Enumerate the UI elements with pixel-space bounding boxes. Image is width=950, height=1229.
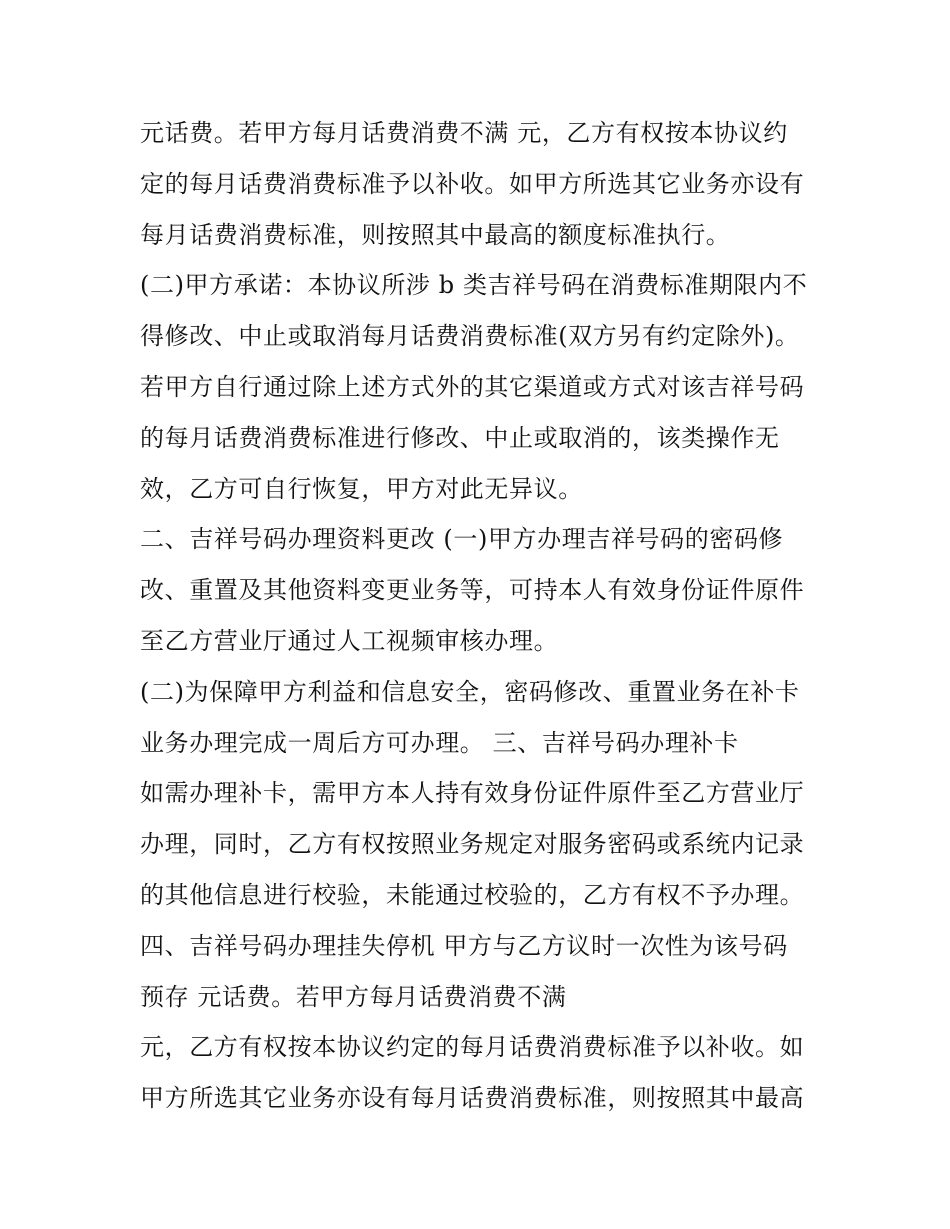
text-line: 元，乙方有权按本协议约定的每月话费消费标准予以补收。如 <box>140 1033 805 1062</box>
text-line: 至乙方营业厅通过人工视频审核办理。 <box>140 626 559 655</box>
text-line: 效，乙方可自行恢复，甲方对此无异议。 <box>140 474 583 503</box>
text-line: (二)为保障甲方利益和信息安全，密码修改、重置业务在补卡 <box>140 677 800 706</box>
text-line: 改、重置及其他资料变更业务等，可持本人有效身份证件原件 <box>140 576 805 605</box>
text-line: 每月话费消费标准，则按照其中最高的额度标准执行。 <box>140 220 731 249</box>
text-line: 如需办理补卡，需甲方本人持有效身份证件原件至乙方营业厅 <box>140 779 805 808</box>
text-line: 定的每月话费消费标准予以补收。如甲方所选其它业务亦设有 <box>140 169 805 198</box>
text-line: 二、吉祥号码办理资料更改 (一)甲方办理吉祥号码的密码修 <box>140 525 784 554</box>
text-line: 元话费。若甲方每月话费消费不满 元，乙方有权按本协议约 <box>140 119 788 147</box>
text-line: 预存 元话费。若甲方每月话费消费不满 <box>140 982 567 1011</box>
text-line: 办理，同时，乙方有权按照业务规定对服务密码或系统内记录 <box>140 830 805 859</box>
text-line: 的其他信息进行校验，未能通过校验的，乙方有权不予办理。 <box>140 880 805 909</box>
text-line: 得修改、中止或取消每月话费消费标准(双方另有约定除外)。 <box>140 322 800 351</box>
text-line: 甲方所选其它业务亦设有每月话费消费标准，则按照其中最高 <box>140 1084 805 1113</box>
text-line: 若甲方自行通过除上述方式外的其它渠道或方式对该吉祥号码 <box>140 372 805 401</box>
text-line: 业务办理完成一周后方可办理。 三、吉祥号码办理补卡 <box>140 728 739 757</box>
text-line: 四、吉祥号码办理挂失停机 甲方与乙方议时一次性为该号码 <box>140 931 788 960</box>
text-line: 的每月话费消费标准进行修改、中止或取消的，该类操作无 <box>140 423 780 452</box>
document-body <box>140 108 840 1124</box>
text-line: (二)甲方承诺：本协议所涉 b 类吉祥号码在消费标准期限内不 <box>140 271 808 300</box>
